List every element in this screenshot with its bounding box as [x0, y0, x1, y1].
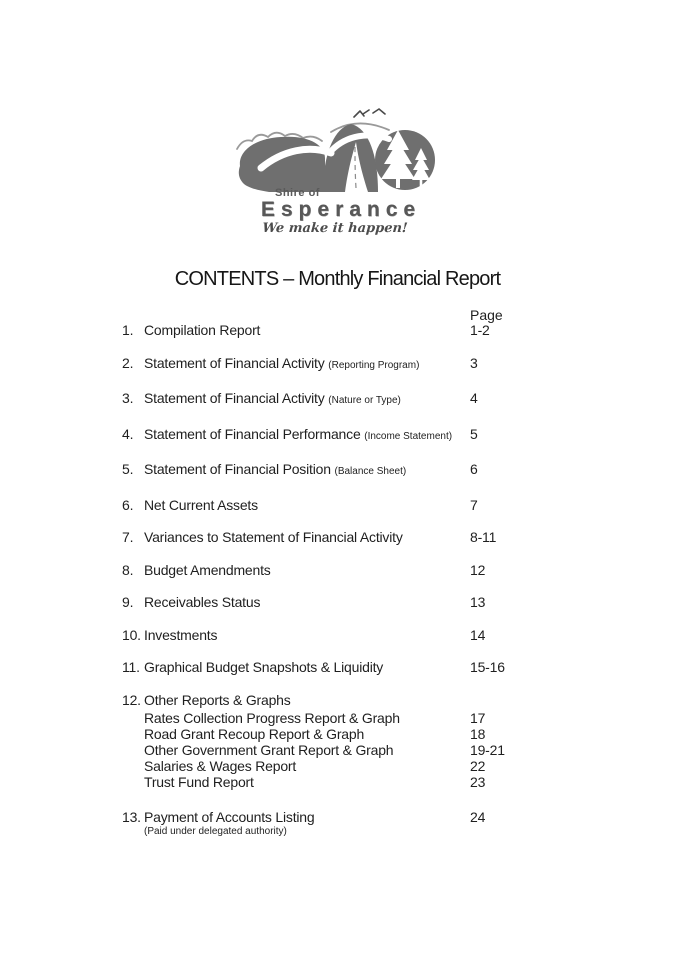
toc-item [122, 809, 567, 838]
toc-item-note: (Reporting Program) [328, 359, 420, 371]
toc-item-label: Variances to Statement of Financial Activity [144, 529, 403, 545]
toc-item-page: 8-11 [470, 529, 497, 545]
toc-subitem [122, 742, 567, 758]
toc-item-label: Receivables Status [144, 594, 261, 610]
contents-list [122, 322, 567, 838]
toc-item-page: 14 [470, 626, 486, 643]
toc-item-note: (Nature or Type) [328, 395, 401, 406]
toc-item [122, 322, 567, 338]
toc-item-subnote: (Paid under delegated authority) [144, 825, 287, 837]
toc-item [122, 461, 567, 480]
toc-item-number: 11. [122, 659, 140, 675]
toc-subitem-page: 18 [470, 725, 486, 742]
toc-subitem-page: 23 [470, 773, 486, 790]
toc-subitem [122, 726, 567, 742]
toc-item-label: Budget Amendments [144, 561, 271, 578]
toc-subitem-label: Rates Collection Progress Report & Graph [144, 709, 400, 726]
toc-subitem [122, 758, 567, 774]
toc-item-page: 12 [470, 561, 486, 578]
toc-item-page: 5 [470, 425, 478, 442]
logo-graphic [235, 108, 435, 192]
left-hill [239, 137, 325, 192]
toc-item-label: Statement of Financial Activity (Nature or Type) [144, 390, 401, 406]
toc-subitem [122, 774, 567, 790]
toc-item-page: 7 [470, 496, 478, 513]
toc-item [122, 497, 567, 513]
toc-item-page [470, 692, 567, 708]
toc-item-group-heading [122, 692, 567, 708]
toc-item-label: Statement of Financial Activity (Reporting Program) [144, 354, 420, 371]
birds-icon [354, 109, 385, 117]
toc-item-number: 10. [122, 626, 141, 643]
toc-item-number: 3. [122, 390, 134, 406]
toc-item-number: 2. [122, 354, 134, 371]
toc-item-label: Investments [144, 626, 218, 643]
toc-item-number: 5. [122, 461, 134, 477]
toc-item-page: 1-2 [470, 322, 490, 338]
toc-item-page: 15-16 [470, 659, 505, 675]
toc-item-note: (Balance Sheet) [334, 466, 407, 477]
toc-item-number: 1. [122, 322, 134, 338]
toc-item [122, 562, 567, 578]
logo-org-name: Esperance [260, 198, 422, 221]
toc-item-note: (Income Statement) [364, 430, 453, 442]
shire-logo [235, 108, 435, 236]
toc-item-number: 6. [122, 496, 134, 513]
toc-subitem [122, 710, 567, 726]
toc-item-number: 13. [122, 808, 141, 825]
toc-item-page: 24 [470, 808, 486, 825]
toc-subitem-label: Other Government Grant Report & Graph [144, 741, 394, 758]
logo-org-prefix: Shire of [275, 187, 320, 199]
toc-item [122, 594, 567, 610]
page-column-header: Page [470, 307, 503, 323]
toc-subitem-page: 19-21 [470, 741, 505, 758]
toc-item [122, 627, 567, 643]
toc-subitem-label: Road Grant Recoup Report & Graph [144, 725, 365, 742]
toc-item [122, 659, 567, 675]
logo-tagline: We make it happen! [261, 221, 409, 236]
toc-item-page: 6 [470, 461, 478, 477]
toc-item-label: Statement of Financial Performance (Income Statement) [144, 425, 453, 442]
toc-item-number: 7. [122, 529, 134, 545]
toc-item [122, 426, 567, 445]
toc-item-page: 3 [470, 354, 478, 371]
toc-item-page: 13 [470, 594, 486, 610]
toc-item [122, 355, 567, 374]
toc-subitem-page: 22 [470, 757, 486, 774]
toc-item-page: 4 [470, 390, 478, 406]
toc-item-number: 9. [122, 594, 134, 610]
toc-item [122, 390, 567, 409]
toc-subitem-label: Trust Fund Report [144, 773, 254, 790]
toc-subitem-label: Salaries & Wages Report [144, 757, 297, 774]
toc-item-number: 8. [122, 561, 134, 578]
page-title: CONTENTS – Monthly Financial Report [174, 268, 501, 290]
toc-item-number: 12. [122, 691, 141, 708]
toc-item-label: Statement of Financial Position (Balance Sheet) [144, 461, 407, 477]
toc-item-number: 4. [122, 425, 134, 442]
toc-item [122, 529, 567, 545]
toc-item-label: Compilation Report [144, 322, 261, 338]
toc-item-label: Other Reports & Graphs [144, 691, 291, 708]
toc-item-label: Graphical Budget Snapshots & Liquidity [144, 659, 384, 675]
toc-item-label: Payment of Accounts Listing (Paid under delegated authority) [144, 809, 470, 838]
toc-subitem-page: 17 [470, 709, 486, 726]
toc-item-label: Net Current Assets [144, 496, 258, 513]
